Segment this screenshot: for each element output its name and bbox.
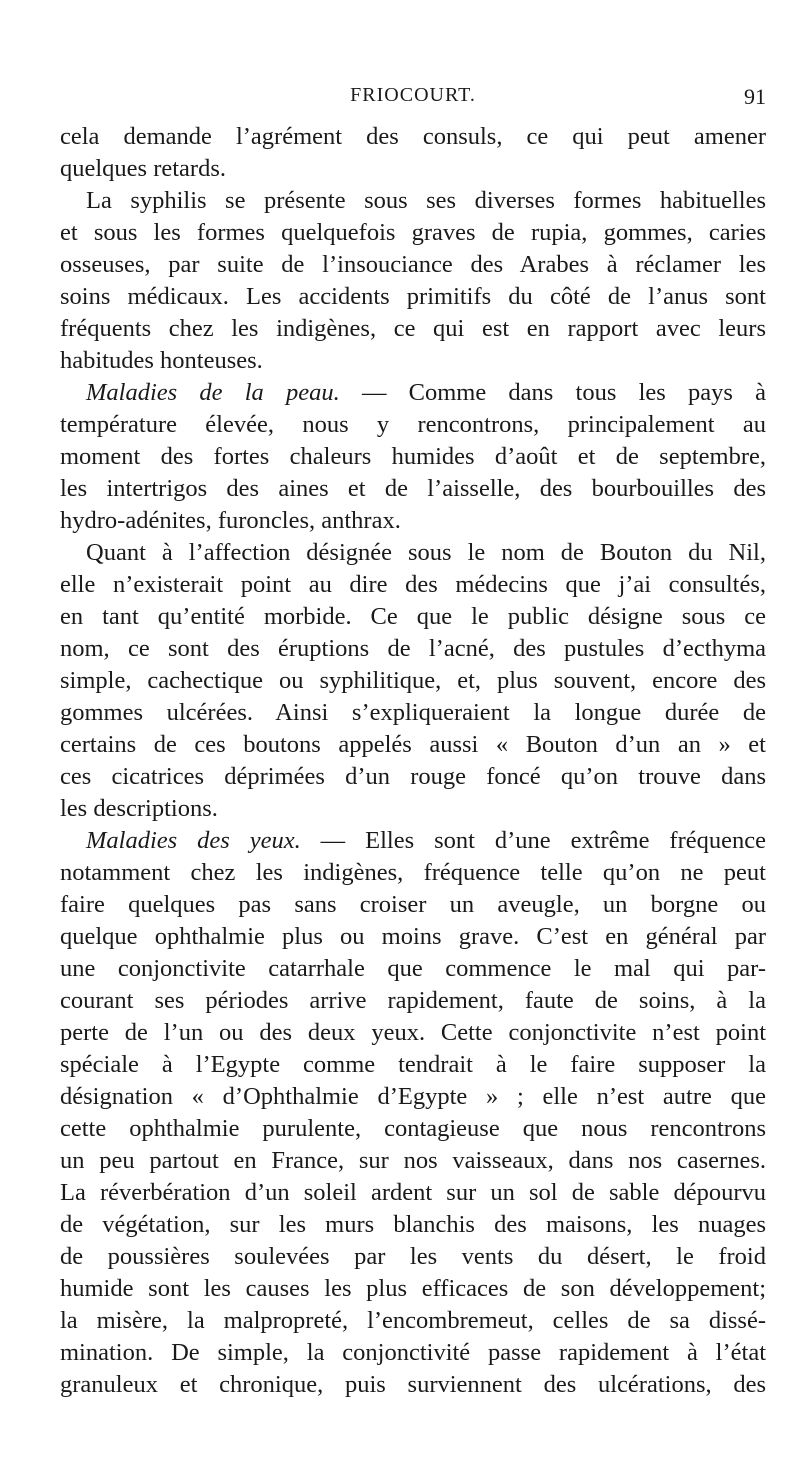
text-line: en tant qu’entité morbide. Ce que le public désigne sous ce (60, 603, 766, 630)
text-line: hydro-adénites, furoncles, anthrax. (60, 507, 401, 534)
text-line: température élevée, nous y rencontrons, principalement au (60, 411, 766, 438)
text-run: — Elles sont d’une extrême fréquence (300, 827, 766, 854)
text-line: ces cicatrices déprimées d’un rouge foncé qu’on trouve dans (60, 763, 766, 790)
page-number: 91 (744, 84, 766, 109)
text-line: un peu partout en France, sur nos vaisseaux, dans nos casernes. (60, 1147, 766, 1174)
text-line (60, 377, 766, 409)
text-line: faire quelques pas sans croiser un aveugle, un borgne ou (60, 891, 766, 918)
text-line: perte de l’un ou des deux yeux. Cette conjonctivite n’est point (60, 1019, 766, 1046)
section-heading: Maladies de la peau. (86, 379, 340, 406)
text-line: humide sont les causes les plus efficaces de son développement; (60, 1275, 766, 1302)
text-run: — Comme dans tous les pays à (339, 379, 766, 406)
text-line: mination. De simple, la conjonctivité passe rapidement à l’état (60, 1339, 766, 1366)
text-line: cela demande l’agrément des consuls, ce qui peut amener (60, 123, 766, 150)
text-line: désignation « d’Ophthalmie d’Egypte » ; elle n’est autre que (60, 1083, 766, 1110)
text-line: Quant à l’affection désignée sous le nom de Bouton du Nil, (86, 539, 766, 566)
text-line (60, 825, 766, 857)
text-line: les descriptions. (60, 795, 218, 822)
text-line: les intertrigos des aines et de l’aisselle, des bourbouilles des (60, 475, 766, 502)
text-line: une conjonctivite catarrhale que commence le mal qui par- (60, 955, 766, 982)
text-line: notamment chez les indigènes, fréquence telle qu’on ne peut (60, 859, 766, 886)
text-line: osseuses, par suite de l’insouciance des Arabes à réclamer les (60, 251, 766, 278)
running-head: FRIOCOURT. (350, 84, 476, 106)
text-line: courant ses périodes arrive rapidement, faute de soins, à la (60, 987, 766, 1014)
text-line: elle n’existerait point au dire des médecins que j’ai consultés, (60, 571, 766, 598)
page-header (60, 84, 766, 114)
text-line: moment des fortes chaleurs humides d’août et de septembre, (60, 443, 766, 470)
text-line: de poussières soulevées par les vents du désert, le froid (60, 1243, 766, 1270)
text-line: certains de ces boutons appelés aussi « Bouton d’un an » et (60, 731, 766, 758)
text-line: de végétation, sur les murs blanchis des maisons, les nuages (60, 1211, 766, 1238)
text-line: granuleux et chronique, puis surviennent des ulcérations, des (60, 1371, 766, 1398)
text-line: quelques retards. (60, 155, 226, 182)
text-line: La réverbération d’un soleil ardent sur un sol de sable dépourvu (60, 1179, 766, 1206)
text-line: soins médicaux. Les accidents primitifs du côté de l’anus sont (60, 283, 766, 310)
text-line: nom, ce sont des éruptions de l’acné, des pustules d’ecthyma (60, 635, 766, 662)
text-line: et sous les formes quelquefois graves de rupia, gommes, caries (60, 219, 766, 246)
text-line: spéciale à l’Egypte comme tendrait à le faire supposer la (60, 1051, 766, 1078)
text-line: quelque ophthalmie plus ou moins grave. C’est en général par (60, 923, 766, 950)
text-line: La syphilis se présente sous ses diverses formes habituelles (86, 187, 766, 214)
text-line: simple, cachectique ou syphilitique, et, plus souvent, encore des (60, 667, 766, 694)
text-line: gommes ulcérées. Ainsi s’expliqueraient la longue durée de (60, 699, 766, 726)
text-line: la misère, la malpropreté, l’encombremeut, celles de sa dissé- (60, 1307, 766, 1334)
text-line: habitudes honteuses. (60, 347, 263, 374)
text-line: cette ophthalmie purulente, contagieuse que nous rencontrons (60, 1115, 766, 1142)
section-heading: Maladies des yeux. (86, 827, 301, 854)
text-line: fréquents chez les indigènes, ce qui est en rapport avec leurs (60, 315, 766, 342)
